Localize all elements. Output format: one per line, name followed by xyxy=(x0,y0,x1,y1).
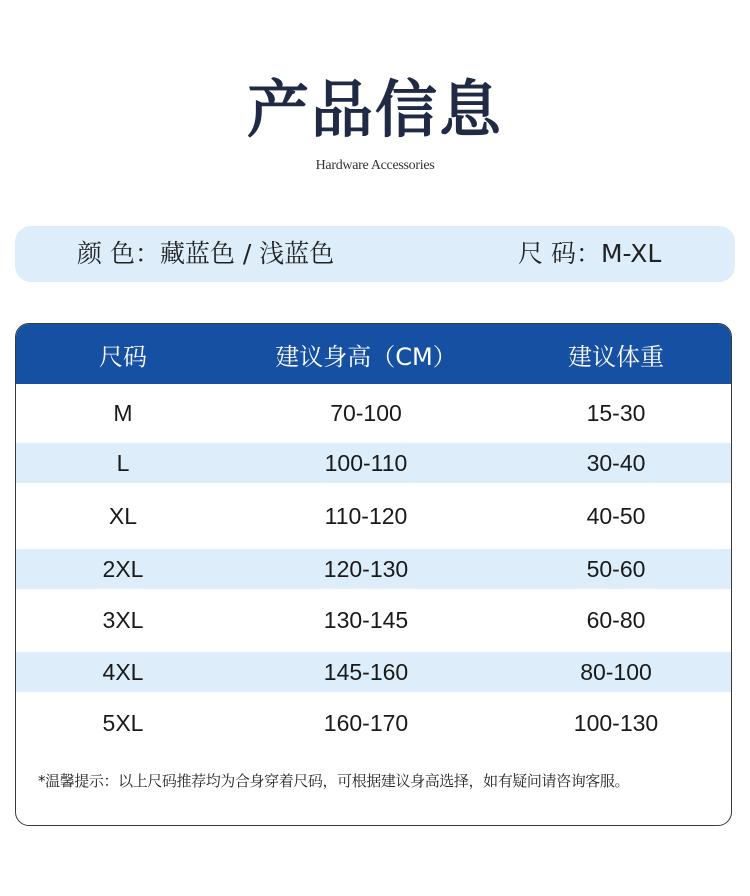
color-label: 颜 色： xyxy=(77,239,160,268)
size-value: M-XL xyxy=(600,239,662,268)
height-cell: 130-145 xyxy=(323,607,409,633)
column-header-weight: 建议体重 xyxy=(568,342,664,371)
color-attribute xyxy=(77,226,334,282)
weight-cell: 30-40 xyxy=(586,449,646,476)
weight-cell: 15-30 xyxy=(586,399,646,426)
color-value: 藏蓝色 / 浅蓝色 xyxy=(159,239,335,268)
size-attribute xyxy=(518,226,661,282)
height-cell: 120-130 xyxy=(323,555,409,582)
table-row xyxy=(16,589,731,652)
size-cell: M xyxy=(113,399,133,426)
height-cell: 160-170 xyxy=(323,709,409,736)
product-attributes-bar xyxy=(15,226,735,282)
weight-cell: 100-130 xyxy=(573,709,659,736)
size-chart-header xyxy=(16,324,731,384)
height-cell: 145-160 xyxy=(323,658,409,685)
size-tip-note: *温馨提示：以上尺码推荐均为合身穿着尺码，可根据建议身高选择，如有疑问请咨询客服。 xyxy=(38,772,630,790)
page-subtitle: Hardware Accessories xyxy=(315,158,435,173)
size-cell: XL xyxy=(108,502,138,529)
table-row xyxy=(16,384,731,442)
height-cell: 70-100 xyxy=(330,399,402,426)
page-title: 产品信息 xyxy=(246,73,503,146)
weight-cell: 80-100 xyxy=(580,658,652,685)
weight-cell: 40-50 xyxy=(586,502,646,529)
size-cell: 3XL xyxy=(102,607,144,633)
weight-cell: 50-60 xyxy=(586,555,646,582)
size-label: 尺 码： xyxy=(518,239,601,268)
table-row xyxy=(16,652,731,692)
column-header-size: 尺码 xyxy=(99,342,147,371)
size-cell: 5XL xyxy=(102,709,144,736)
height-cell: 100-110 xyxy=(324,449,408,476)
table-row xyxy=(16,692,731,754)
column-header-height: 建议身高（CM） xyxy=(275,342,457,371)
size-cell: 4XL xyxy=(102,658,144,685)
weight-cell: 60-80 xyxy=(586,607,646,633)
size-cell: 2XL xyxy=(102,555,144,582)
size-cell: L xyxy=(116,449,130,476)
table-row xyxy=(16,483,731,549)
table-row xyxy=(16,443,731,483)
table-row xyxy=(16,549,731,589)
height-cell: 110-120 xyxy=(324,502,408,529)
size-chart-card xyxy=(15,323,732,826)
